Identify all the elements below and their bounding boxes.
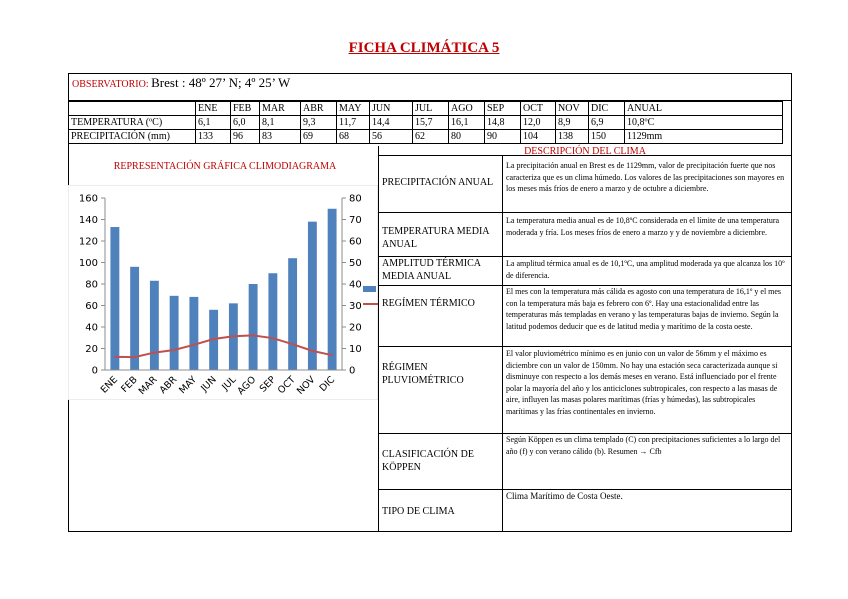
row-label: TIPO DE CLIMA <box>382 506 455 517</box>
precipitation-bar <box>110 227 119 370</box>
month-header: MAY <box>337 102 370 116</box>
row-regimen-pluviometrico <box>378 346 792 433</box>
row-label: TEMPERATURA MEDIA ANUAL <box>382 226 489 250</box>
y-tick-label-left: 80 <box>85 279 98 291</box>
x-tick-label: DIC <box>317 374 338 394</box>
observatory-value: Brest : 48º 27’ N; 4º 25’ W <box>151 75 291 90</box>
precipitation-value: 83 <box>260 130 301 144</box>
row-label: CLASIFICACIÓN DE KÖPPEN <box>382 449 474 473</box>
precipitation-bar <box>308 222 317 370</box>
y-tick-label-right: 30 <box>349 301 362 312</box>
y-tick-label-left: 160 <box>78 193 98 205</box>
row-temperatura-media <box>378 212 792 256</box>
y-tick-label-left: 120 <box>78 236 98 248</box>
temperature-point <box>114 356 116 358</box>
month-header: ABR <box>301 102 337 116</box>
y-tick-label-left: 140 <box>78 215 98 226</box>
precipitation-bar <box>189 297 198 370</box>
y-tick-label-left: 40 <box>85 322 98 334</box>
precipitation-row <box>69 130 783 144</box>
x-tick-label: JUL <box>220 374 239 393</box>
row-amplitud-termica <box>378 256 792 285</box>
row-label: RÉGIMEN PLUVIOMÉTRICO <box>382 362 464 386</box>
description-header: DESCRIPCIÓN DEL CLIMA <box>524 146 646 157</box>
annual-header: ANUAL <box>625 102 783 116</box>
temperature-point <box>173 349 175 351</box>
y-tick-label-right: 10 <box>349 344 362 355</box>
temperature-value: 6,1 <box>196 116 231 130</box>
row-precipitacion-anual <box>378 155 792 212</box>
row-text: La temperatura media anual es de 10,8ºC considerada en el límite de una temperatura moderada y fría. Los meses fríos de enero a marzo y y de noviembre a diciembre. <box>506 216 780 237</box>
month-header: FEB <box>231 102 260 116</box>
temperature-point <box>252 335 254 337</box>
y-tick-label-left: 60 <box>85 301 98 312</box>
x-tick-label: FEB <box>119 374 140 395</box>
temperature-value: 8,9 <box>556 116 589 130</box>
temperature-value: 15,7 <box>413 116 449 130</box>
temperature-row <box>69 116 783 130</box>
month-header: DIC <box>589 102 625 116</box>
row-label: REGÍMEN TÉRMICO <box>382 298 475 309</box>
x-tick-label: JUN <box>199 374 219 395</box>
precipitation-value: 68 <box>337 130 370 144</box>
climograph-chart <box>68 185 378 400</box>
y-tick-label-right: 0 <box>349 365 356 377</box>
x-tick-label: SEP <box>257 374 278 395</box>
month-header: NOV <box>556 102 589 116</box>
temperature-point <box>331 354 333 356</box>
temperature-value: 12,0 <box>521 116 556 130</box>
row-text: La amplitud térmica anual es de 10,1ºC, una amplitud moderada ya que alcanza los 10º de diferencia. <box>506 259 785 280</box>
precipitation-value: 138 <box>556 130 589 144</box>
precipitation-bar <box>268 273 277 370</box>
y-tick-label-right: 80 <box>349 193 362 205</box>
x-tick-label: MAR <box>136 374 160 398</box>
row-koppen <box>378 433 792 489</box>
row-text: El valor pluviométrico mínimo es en junio con un valor de 56mm y el máximo es diciembre con un valor de 150mm. No hay una estación seca caracterizada aunque si disminuye con respecto a los demás meses en verano. Está influenciado por el frente polar la mayoría del año y los anticiclones subtropicales, con respecto a las masas de aire, influyen las masas polares marítimas (frías y húmedas), las subtropicales marítimas y las frías continentales en invierno. <box>506 349 778 416</box>
months-row <box>69 102 783 116</box>
row-tipo-clima <box>378 489 792 532</box>
precipitation-value: 96 <box>231 130 260 144</box>
precipitation-value: 133 <box>196 130 231 144</box>
row-text: Clima Marítimo de Costa Oeste. <box>506 491 623 501</box>
month-header: OCT <box>521 102 556 116</box>
temperature-point <box>292 343 294 345</box>
row-label: AMPLITUD TÉRMICA MEDIA ANUAL <box>382 258 481 282</box>
precipitation-value: 62 <box>413 130 449 144</box>
precipitation-value: 56 <box>370 130 413 144</box>
temperature-label: TEMPERATURA (ºC) <box>69 116 196 130</box>
x-tick-label: AGO <box>235 374 259 398</box>
precipitation-value: 150 <box>589 130 625 144</box>
precipitation-bar <box>170 296 179 370</box>
temperature-point <box>312 350 314 352</box>
precipitation-bar <box>249 284 258 370</box>
page-title: FICHA CLIMÁTICA 5 <box>348 40 500 56</box>
temperature-value: 16,1 <box>449 116 485 130</box>
x-tick-label: ENE <box>98 374 120 396</box>
month-header: JUL <box>413 102 449 116</box>
y-tick-label-right: 50 <box>349 258 362 269</box>
temperature-value: 14,4 <box>370 116 413 130</box>
temperature-point <box>154 352 156 354</box>
climate-table <box>68 101 783 144</box>
precipitation-bar <box>288 258 297 370</box>
precipitation-bar <box>328 209 337 370</box>
month-header: AGO <box>449 102 485 116</box>
temperature-value: 9,3 <box>301 116 337 130</box>
precipitation-value: 69 <box>301 130 337 144</box>
temperature-value: 11,7 <box>337 116 370 130</box>
y-tick-label-right: 40 <box>349 279 362 291</box>
x-tick-label: OCT <box>275 374 298 397</box>
precipitation-value: 90 <box>485 130 521 144</box>
y-tick-label-left: 20 <box>85 344 98 355</box>
y-tick-label-left: 0 <box>91 365 98 377</box>
row-text: Según Köppen es un clima templado (C) con precipitaciones suficientes a lo largo del año (f) y con verano cálido (b). Resumen → Cfb <box>506 435 781 456</box>
y-tick-label-right: 70 <box>349 215 362 226</box>
temperature-value: 14,8 <box>485 116 521 130</box>
observatory-label: OBSERVATORIO: <box>72 79 149 90</box>
x-tick-label: NOV <box>294 374 318 397</box>
row-text: El mes con la temperatura más cálida es agosto con una temperatura de 16,1º y el mes con la temperatura más baja es febrero con 6º. Hay una estacionalidad entre las temperaturas más templadas en verano y las temperaturas bajas de invierno. Según la latitud podemos deducir que es de latitud media y marítimo de la costa oeste. <box>506 287 782 331</box>
temperature-point <box>233 335 235 337</box>
temperature-annual: 10,8ºC <box>625 116 783 130</box>
precipitation-bar <box>130 267 139 370</box>
precipitation-value: 104 <box>521 130 556 144</box>
precipitation-value: 80 <box>449 130 485 144</box>
y-tick-label-right: 60 <box>349 236 362 248</box>
description-divider <box>502 155 503 532</box>
chart-title: REPRESENTACIÓN GRÁFICA CLIMODIAGRAMA <box>113 161 337 172</box>
precipitation-label: PRECIPITACIÓN (mm) <box>69 130 196 144</box>
month-header: SEP <box>485 102 521 116</box>
temperature-value: 6,0 <box>231 116 260 130</box>
temperature-value: 6,9 <box>589 116 625 130</box>
month-header: MAR <box>260 102 301 116</box>
x-tick-label: ABR <box>157 374 180 396</box>
empty-cell <box>69 102 196 116</box>
x-tick-label: MAY <box>177 374 199 397</box>
temperature-point <box>213 338 215 340</box>
temperature-point <box>193 344 195 346</box>
temperature-point <box>272 337 274 339</box>
y-tick-label-right: 20 <box>349 322 362 334</box>
month-header: JUN <box>370 102 413 116</box>
temperature-value: 8,1 <box>260 116 301 130</box>
month-header: ENE <box>196 102 231 116</box>
row-label: PRECIPITACIÓN ANUAL <box>382 177 494 188</box>
observatory-row <box>68 73 792 101</box>
legend-bar-swatch <box>363 286 376 292</box>
precipitation-annual: 1129mm <box>625 130 783 144</box>
row-text: La precipitación anual en Brest es de 1129mm, valor de precipitación fuerte que nos caracteriza que es un clima húmedo. Los valores de las precipitaciones son mayores en los meses más fríos de enero a marzo y de octubre a diciembre. <box>506 161 785 194</box>
y-tick-label-left: 100 <box>78 258 98 269</box>
temperature-point <box>134 356 136 358</box>
precipitation-bar <box>150 281 159 370</box>
row-regimen-termico <box>378 285 792 346</box>
